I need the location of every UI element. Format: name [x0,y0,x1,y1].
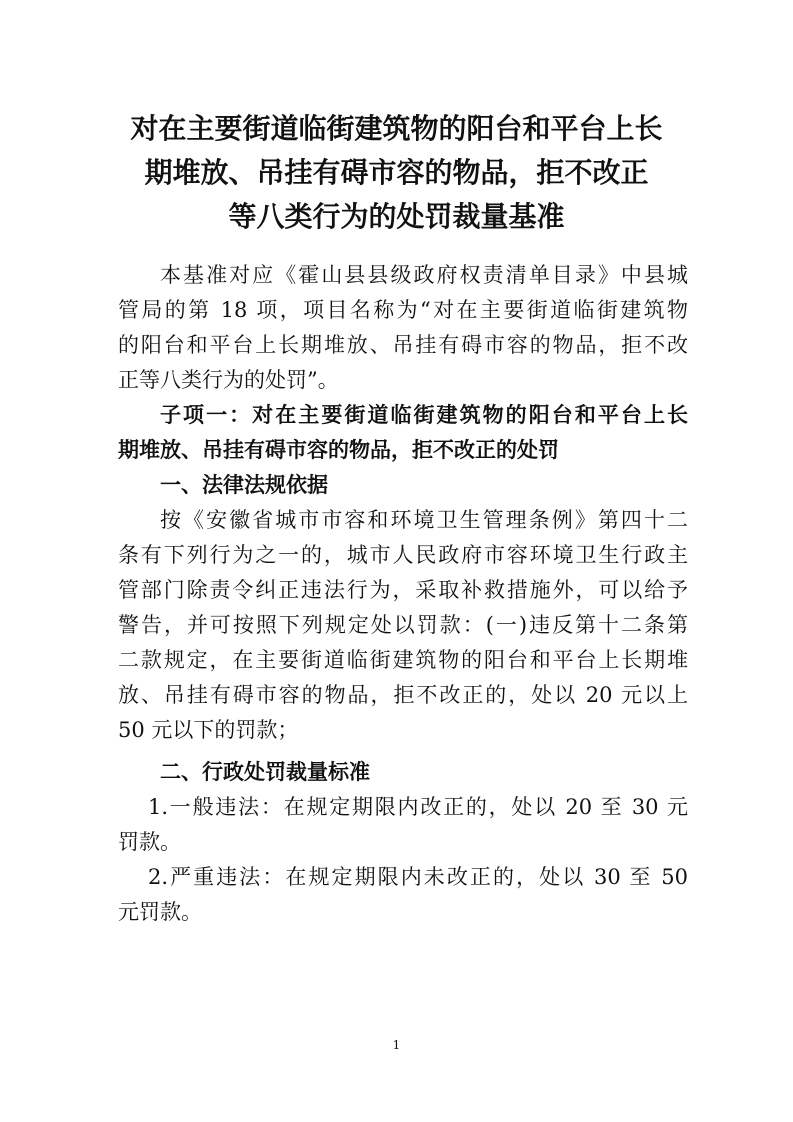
intro-line-1: 本基准对应《霍山县县级政府权责清单目录》中县城 [160,263,688,287]
section1-line-7: 50 元以下的罚款； [118,718,299,742]
intro-line-2: 管局的第 18 项，项目名称为“对在主要街道临街建筑物 [118,298,688,322]
page-number: 1 [392,1038,401,1052]
intro-line-4: 正等八类行为的处罚”。 [118,368,339,392]
section1-heading: 一、法律法规依据 [160,473,328,497]
intro-line-3: 的阳台和平台上长期堆放、吊挂有碍市容的物品，拒不改 [118,333,688,357]
standard-1-paragraph [118,790,688,860]
section1-paragraph [118,503,688,748]
subitem-line-1: 子项一：对在主要街道临街建筑物的阳台和平台上长 [160,403,688,427]
standard-1-line-1: 1.一般违法：在规定期限内改正的，处以 20 至 30 元 [148,795,688,819]
section1-line-4: 警告，并可按照下列规定处以罚款：(一)违反第十二条第 [118,613,688,637]
section1-line-5: 二款规定，在主要街道临街建筑物的阳台和平台上长期堆 [118,648,688,672]
section2-heading: 二、行政处罚裁量标准 [160,760,370,784]
standard-2-paragraph [118,860,688,930]
section1-line-1: 按《安徽省城市市容和环境卫生管理条例》第四十二 [160,508,688,532]
subitem-heading [118,398,688,468]
title-line-2: 期堆放、吊挂有碍市容的物品，拒不改正 [144,156,649,189]
standard-2-line-1: 2.严重违法：在规定期限内未改正的，处以 30 至 50 [148,865,688,889]
subitem-line-2: 期堆放、吊挂有碍市容的物品，拒不改正的处罚 [118,438,559,462]
title-line-1: 对在主要街道临街建筑物的阳台和平台上长 [130,112,663,145]
section1-line-6: 放、吊挂有碍市容的物品，拒不改正的，处以 20 元以上 [118,683,688,707]
section1-line-3: 管部门除责令纠正违法行为，采取补救措施外，可以给予 [118,578,688,602]
section1-line-2: 条有下列行为之一的，城市人民政府市容环境卫生行政主 [118,543,688,567]
standard-1-line-2: 罚款。 [118,830,181,854]
standard-2-line-2: 元罚款。 [118,900,202,924]
title-line-3: 等八类行为的处罚裁量基准 [228,200,565,233]
intro-paragraph [118,258,688,398]
document-title [100,107,693,239]
